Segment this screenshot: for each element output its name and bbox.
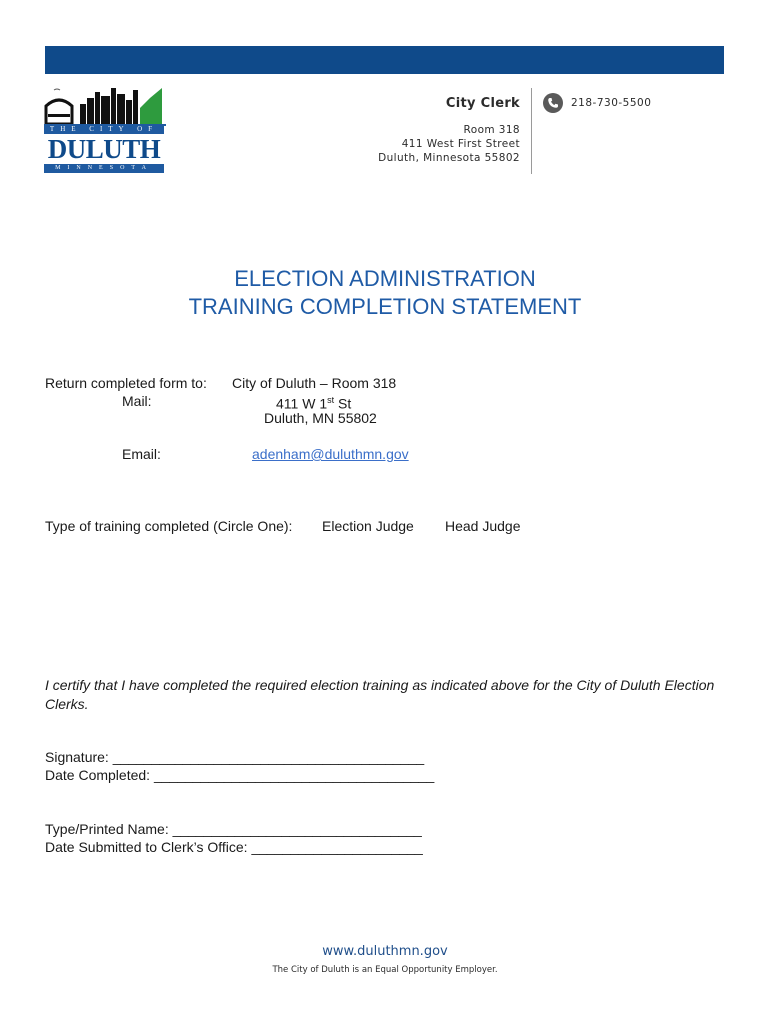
email-link[interactable]: adenham@duluthmn.gov — [252, 446, 409, 462]
header-banner-bar — [45, 46, 724, 74]
mail-street-type: St — [334, 395, 352, 412]
logo-city-of-text: THE CITY OF — [44, 125, 164, 134]
signature-field[interactable]: Signature: ________________________________________ — [45, 749, 425, 765]
department-name: City Clerk — [445, 96, 520, 111]
return-recipient: City of Duluth – Room 318 — [232, 375, 397, 391]
printed-name-field[interactable]: Type/Printed Name: ________________________________ — [45, 821, 422, 837]
logo-state-text: MINNESOTA — [44, 164, 164, 173]
mail-street-suffix: st — [327, 395, 335, 405]
certification-statement: I certify that I have completed the required election training as indicated above for the City of Duluth Election Clerks. — [45, 677, 715, 712]
training-option-election-judge[interactable]: Election Judge — [322, 518, 414, 534]
email-label: Email: — [122, 446, 161, 462]
mail-street-number: 411 W 1 — [276, 395, 328, 412]
mail-city: Duluth, MN 55802 — [264, 410, 377, 426]
training-type-label: Type of training completed (Circle One): — [45, 518, 293, 534]
form-title-line-1: ELECTION ADMINISTRATION — [234, 266, 536, 291]
header-divider — [531, 88, 532, 174]
skyline-icon — [44, 84, 166, 126]
phone-icon — [543, 93, 563, 113]
form-title — [0, 265, 770, 321]
footer-eoe-statement: The City of Duluth is an Equal Opportunity Employer. — [272, 965, 498, 975]
form-title-line-2: TRAINING COMPLETION STATEMENT — [188, 294, 582, 319]
duluth-logo — [44, 84, 166, 176]
department-block — [378, 96, 520, 165]
address-line-1: Room 318 — [463, 124, 520, 136]
date-completed-field[interactable]: Date Completed: ____________________________________ — [45, 767, 435, 783]
return-label: Return completed form to: — [45, 375, 207, 391]
address-line-2: 411 West First Street — [401, 138, 520, 150]
footer-website[interactable]: www.duluthmn.gov — [322, 944, 448, 959]
phone-number: 218-730-5500 — [571, 97, 652, 109]
logo-name: DULUTH — [47, 134, 161, 164]
training-option-head-judge[interactable]: Head Judge — [445, 518, 521, 534]
mail-label: Mail: — [122, 393, 152, 409]
date-submitted-field[interactable]: Date Submitted to Clerk’s Office: ______________________ — [45, 839, 423, 855]
address-line-3: Duluth, Minnesota 55802 — [378, 152, 520, 164]
